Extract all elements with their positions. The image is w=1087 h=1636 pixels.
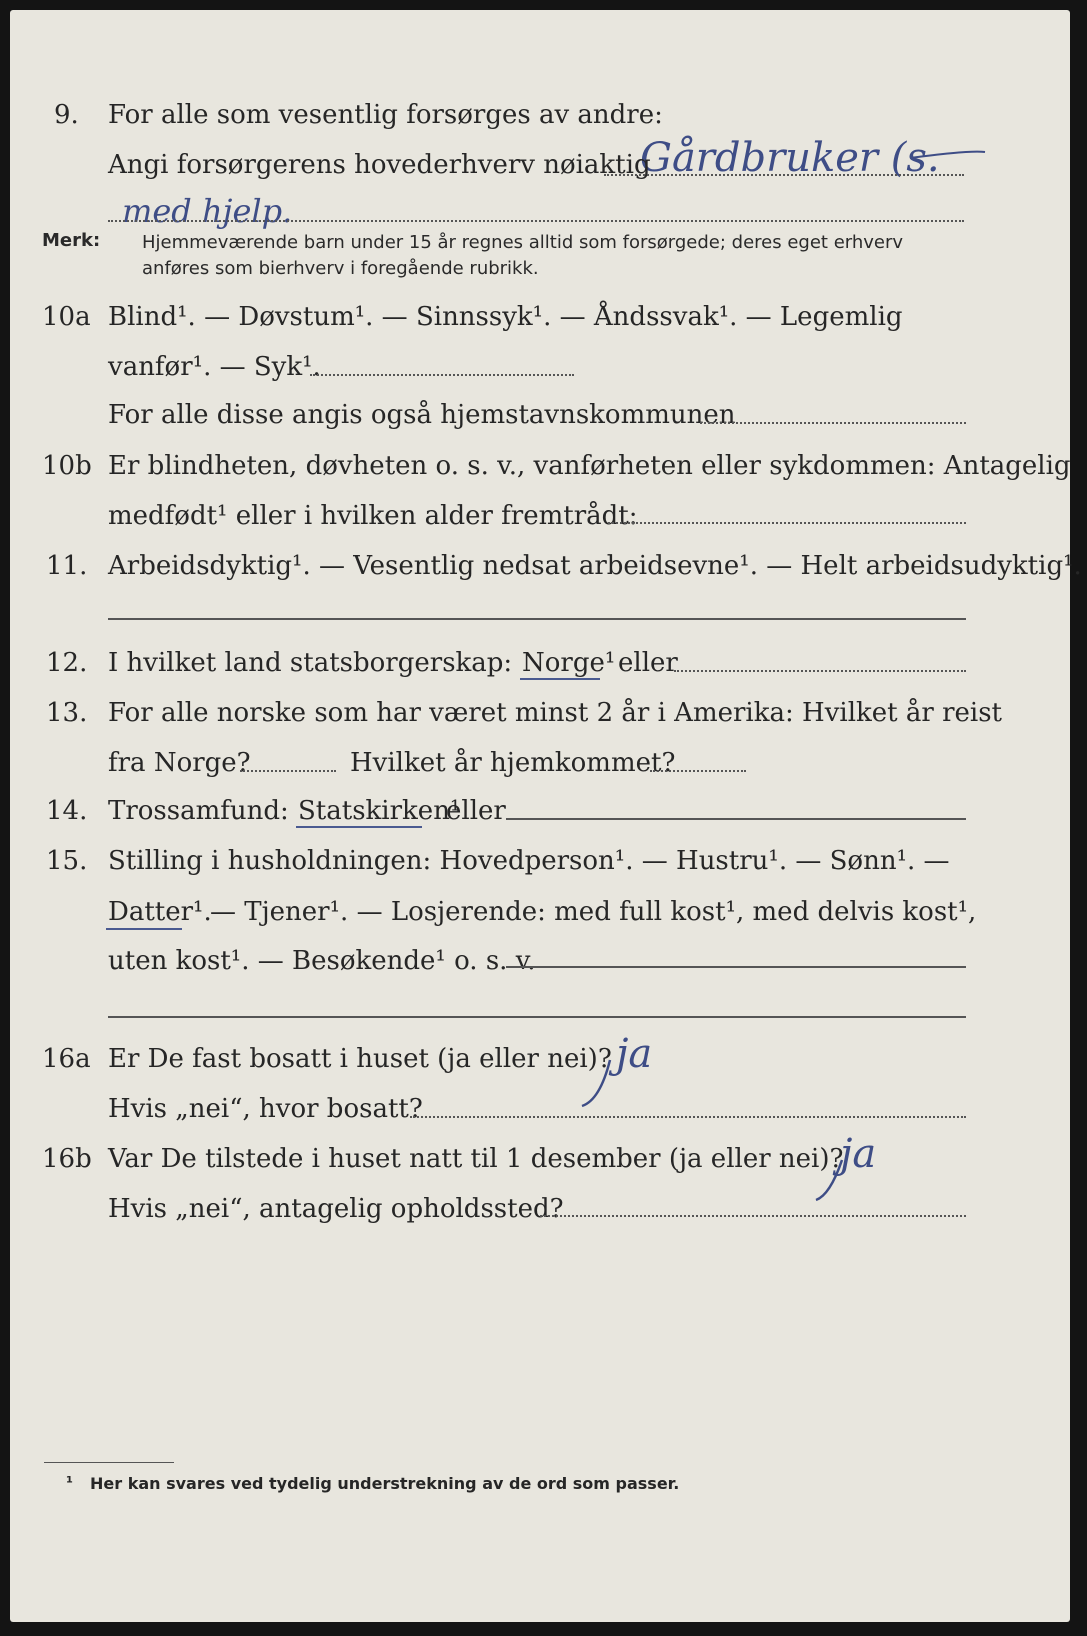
q16a-answer: ja: [616, 1031, 653, 1077]
q10a-line2: vanfør¹. — Syk¹.: [108, 352, 321, 382]
census-form-page: [10, 10, 1082, 1622]
q16a-number: 16a: [42, 1044, 91, 1074]
q14-suffix: eller: [446, 796, 506, 826]
q16b-line2: Hvis „nei“, antagelig opholdssted?: [108, 1194, 564, 1224]
q13-line2a: fra Norge?: [108, 748, 251, 778]
q15-line1: Stilling i husholdningen: Hovedperson¹. — Hustru¹. — Sønn¹. —: [108, 846, 950, 876]
q13-line2b: Hvilket år hjemkommet?: [350, 748, 676, 778]
q12-suffix: eller: [618, 648, 678, 678]
q15-number: 15.: [46, 846, 88, 876]
q10a-number: 10a: [42, 302, 91, 332]
q16a-line1: Er De fast bosatt i huset (ja eller nei)?: [108, 1044, 612, 1074]
q16b-number: 16b: [42, 1144, 92, 1174]
q9-line2: Angi forsørgerens hovederhverv nøiaktig: [108, 150, 651, 180]
q14-option-statskirken: Statskirken¹: [298, 796, 461, 826]
q16b-answer: ja: [840, 1131, 877, 1177]
merk-line1: Hjemmeværende barn under 15 år regnes alltid som forsørgede; deres eget erhverv: [142, 232, 904, 253]
q12-prefix: I hvilket land statsborgerskap:: [108, 648, 513, 678]
q10a-line1: Blind¹. — Døvstum¹. — Sinnssyk¹. — Åndssvak¹. — Legemlig: [108, 302, 903, 332]
q10b-line2: medfødt¹ eller i hvilken alder fremtrådt:: [108, 501, 638, 531]
q15-option-datter: Datter¹.: [108, 897, 212, 927]
q14-number: 14.: [46, 796, 88, 826]
q9-line1: For alle som vesentlig forsørges av andre:: [108, 100, 663, 130]
q16a-line2: Hvis „nei“, hvor bosatt?: [108, 1094, 423, 1124]
merk-label: Merk:: [42, 230, 101, 251]
q10b-number: 10b: [42, 451, 92, 481]
q14-prefix: Trossamfund:: [108, 796, 289, 826]
q9-answer-occupation: Gårdbruker (s.: [640, 135, 940, 181]
q12-option-norge: Norge¹: [522, 648, 616, 678]
q13-line1: For alle norske som har været minst 2 år i Amerika: Hvilket år reist: [108, 698, 1002, 728]
q10b-line1: Er blindheten, døvheten o. s. v., vanførheten eller sykdommen: Antagelig: [108, 451, 1071, 481]
footnote-text: Her kan svares ved tydelig understrekning av de ord som passer.: [90, 1474, 680, 1493]
q11-line1: Arbeidsdyktig¹. — Vesentlig nedsat arbeidsevne¹. — Helt arbeidsudyktig¹.: [108, 551, 1082, 581]
handwriting-strokes: [10, 10, 1070, 1622]
q11-number: 11.: [46, 551, 88, 581]
merk-line2: anføres som bierhverv i foregående rubrikk.: [142, 258, 539, 279]
q9-answer-continued: med hjelp.: [122, 192, 293, 230]
q15-line3: uten kost¹. — Besøkende¹ o. s. v.: [108, 946, 536, 976]
q15-line2: — Tjener¹. — Losjerende: med full kost¹, med delvis kost¹,: [210, 897, 977, 927]
footnote-marker: ¹: [66, 1473, 74, 1492]
q9-number: 9.: [54, 100, 79, 130]
q10a-line3: For alle disse angis også hjemstavnskommunen: [108, 400, 736, 430]
q12-number: 12.: [46, 648, 88, 678]
q16b-line1: Var De tilstede i huset natt til 1 desember (ja eller nei)?: [108, 1144, 844, 1174]
q13-number: 13.: [46, 698, 88, 728]
